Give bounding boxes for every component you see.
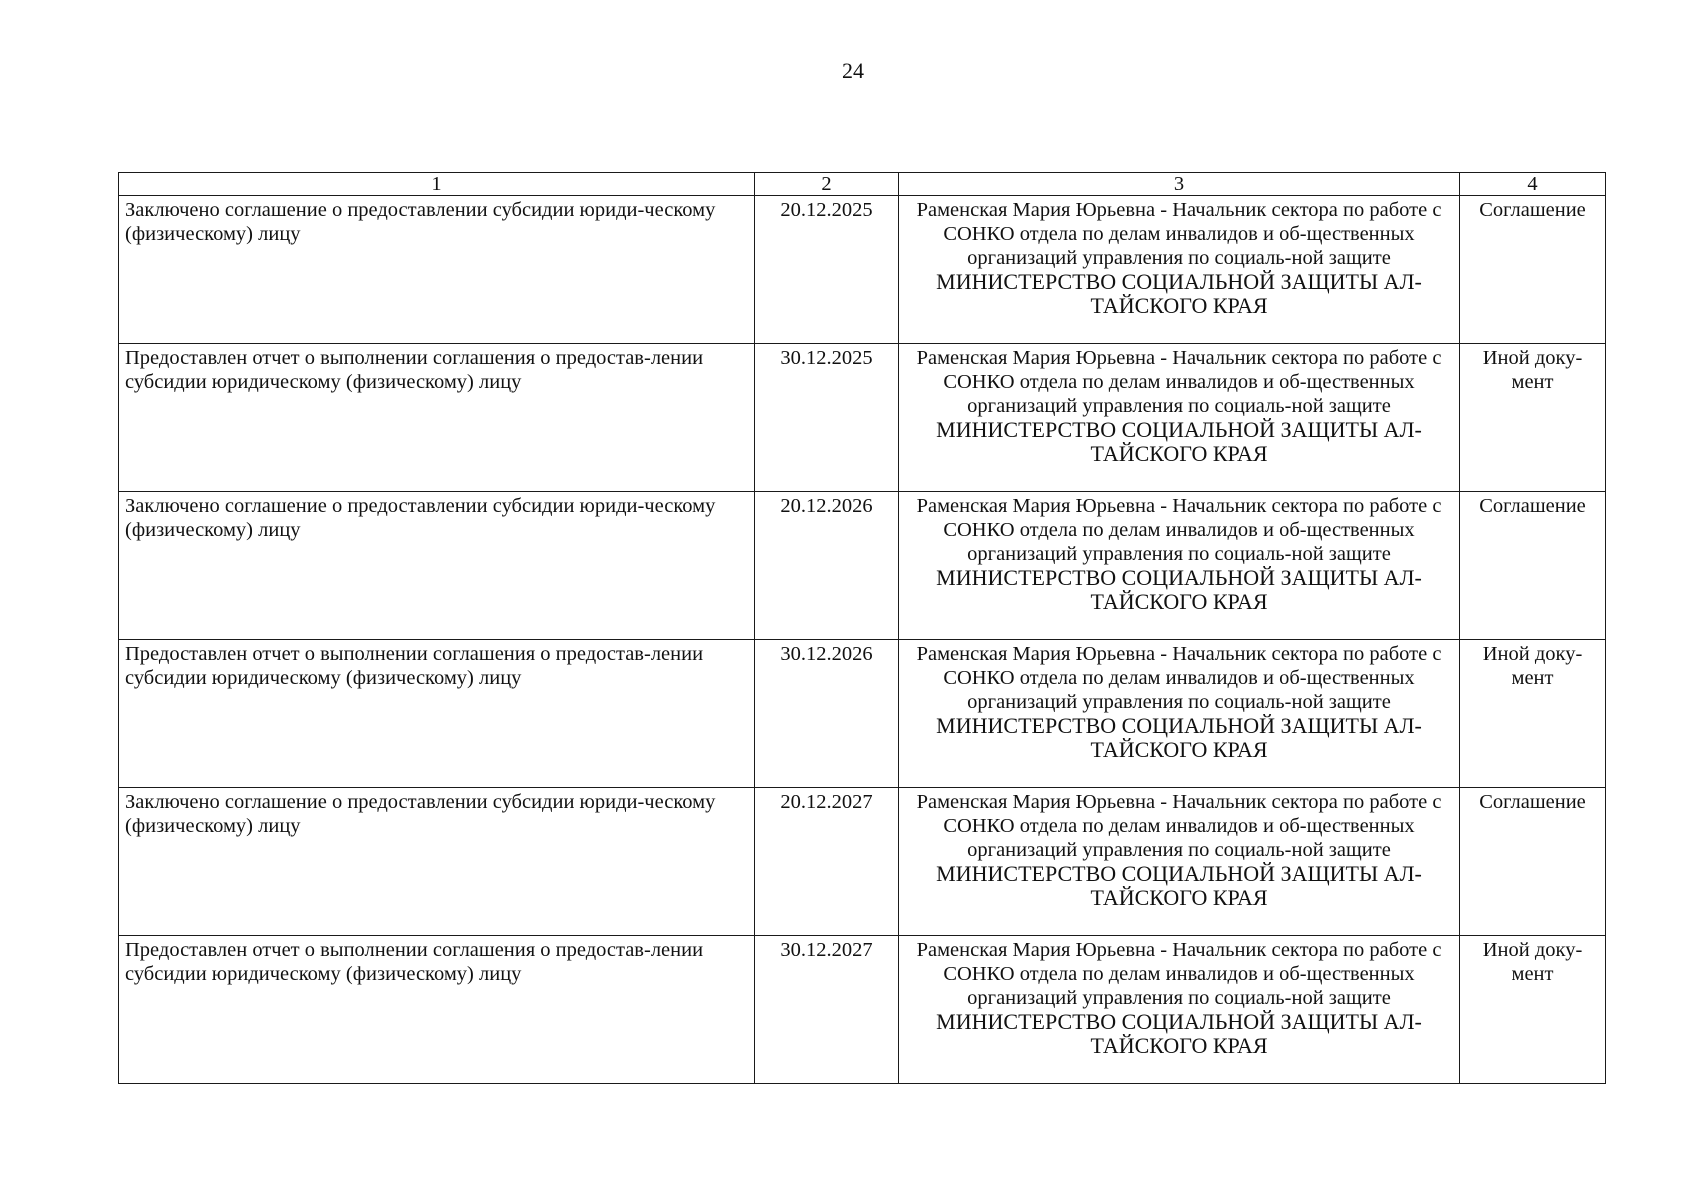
column-header-1: 1: [119, 173, 755, 196]
event-description: Заключено соглашение о предоставлении субсидии юриди-ческому (физическому) лицу: [119, 492, 755, 640]
column-header-3: 3: [899, 173, 1460, 196]
event-date: 20.12.2025: [755, 196, 899, 344]
column-header-2: 2: [755, 173, 899, 196]
responsible-person: Раменская Мария Юрьевна - Начальник сектора по работе с СОНКО отдела по делам инвалидов и об-щественных организаций управления по социаль-ной защите: [916, 347, 1442, 417]
event-description: Заключено соглашение о предоставлении субсидии юриди-ческому (физическому) лицу: [119, 788, 755, 936]
event-description: Предоставлен отчет о выполнении соглашения о предостав-лении субсидии юридическому (физическому) лицу: [119, 640, 755, 788]
responsible-person: Раменская Мария Юрьевна - Начальник сектора по работе с СОНКО отдела по делам инвалидов и об-щественных организаций управления по социаль-ной защите: [916, 791, 1442, 861]
event-date: 30.12.2027: [755, 936, 899, 1084]
column-header-4: 4: [1460, 173, 1606, 196]
responsible-person: Раменская Мария Юрьевна - Начальник сектора по работе с СОНКО отдела по делам инвалидов и об-щественных организаций управления по социаль-ной защите: [916, 495, 1442, 565]
table-row: [119, 492, 1606, 640]
event-date: 30.12.2025: [755, 344, 899, 492]
table-row: [119, 640, 1606, 788]
responsible-cell: [899, 936, 1460, 1084]
responsible-organization: МИНИСТЕРСТВО СОЦИАЛЬНОЙ ЗАЩИТЫ АЛ-ТАЙСКОГО КРАЯ: [936, 269, 1422, 318]
responsible-person: Раменская Мария Юрьевна - Начальник сектора по работе с СОНКО отдела по делам инвалидов и об-щественных организаций управления по социаль-ной защите: [916, 199, 1442, 269]
responsible-person: Раменская Мария Юрьевна - Начальник сектора по работе с СОНКО отдела по делам инвалидов и об-щественных организаций управления по социаль-ной защите: [916, 643, 1442, 713]
event-date: 20.12.2027: [755, 788, 899, 936]
responsible-organization: МИНИСТЕРСТВО СОЦИАЛЬНОЙ ЗАЩИТЫ АЛ-ТАЙСКОГО КРАЯ: [936, 417, 1422, 466]
event-description: Предоставлен отчет о выполнении соглашения о предостав-лении субсидии юридическому (физическому) лицу: [119, 344, 755, 492]
responsible-organization: МИНИСТЕРСТВО СОЦИАЛЬНОЙ ЗАЩИТЫ АЛ-ТАЙСКОГО КРАЯ: [936, 713, 1422, 762]
event-description: Заключено соглашение о предоставлении субсидии юриди-ческому (физическому) лицу: [119, 196, 755, 344]
document-type: Соглашение: [1460, 492, 1606, 640]
responsible-cell: [899, 344, 1460, 492]
responsible-cell: [899, 788, 1460, 936]
responsible-cell: [899, 640, 1460, 788]
page-number: 24: [842, 58, 864, 83]
event-description: Предоставлен отчет о выполнении соглашения о предостав-лении субсидии юридическому (физическому) лицу: [119, 936, 755, 1084]
document-type: Соглашение: [1460, 196, 1606, 344]
table-row: [119, 196, 1606, 344]
responsible-cell: [899, 196, 1460, 344]
responsible-person: Раменская Мария Юрьевна - Начальник сектора по работе с СОНКО отдела по делам инвалидов и об-щественных организаций управления по социаль-ной защите: [916, 939, 1442, 1009]
table-header-row: [119, 173, 1606, 196]
document-type: Иной доку-мент: [1460, 640, 1606, 788]
responsible-organization: МИНИСТЕРСТВО СОЦИАЛЬНОЙ ЗАЩИТЫ АЛ-ТАЙСКОГО КРАЯ: [936, 1009, 1422, 1058]
responsible-cell: [899, 492, 1460, 640]
document-type: Соглашение: [1460, 788, 1606, 936]
document-type: Иной доку-мент: [1460, 936, 1606, 1084]
responsible-organization: МИНИСТЕРСТВО СОЦИАЛЬНОЙ ЗАЩИТЫ АЛ-ТАЙСКОГО КРАЯ: [936, 861, 1422, 910]
table-row: [119, 788, 1606, 936]
event-date: 20.12.2026: [755, 492, 899, 640]
control-events-table: [118, 172, 1606, 1084]
event-date: 30.12.2026: [755, 640, 899, 788]
responsible-organization: МИНИСТЕРСТВО СОЦИАЛЬНОЙ ЗАЩИТЫ АЛ-ТАЙСКОГО КРАЯ: [936, 565, 1422, 614]
table-row: [119, 344, 1606, 492]
table-row: [119, 936, 1606, 1084]
document-type: Иной доку-мент: [1460, 344, 1606, 492]
